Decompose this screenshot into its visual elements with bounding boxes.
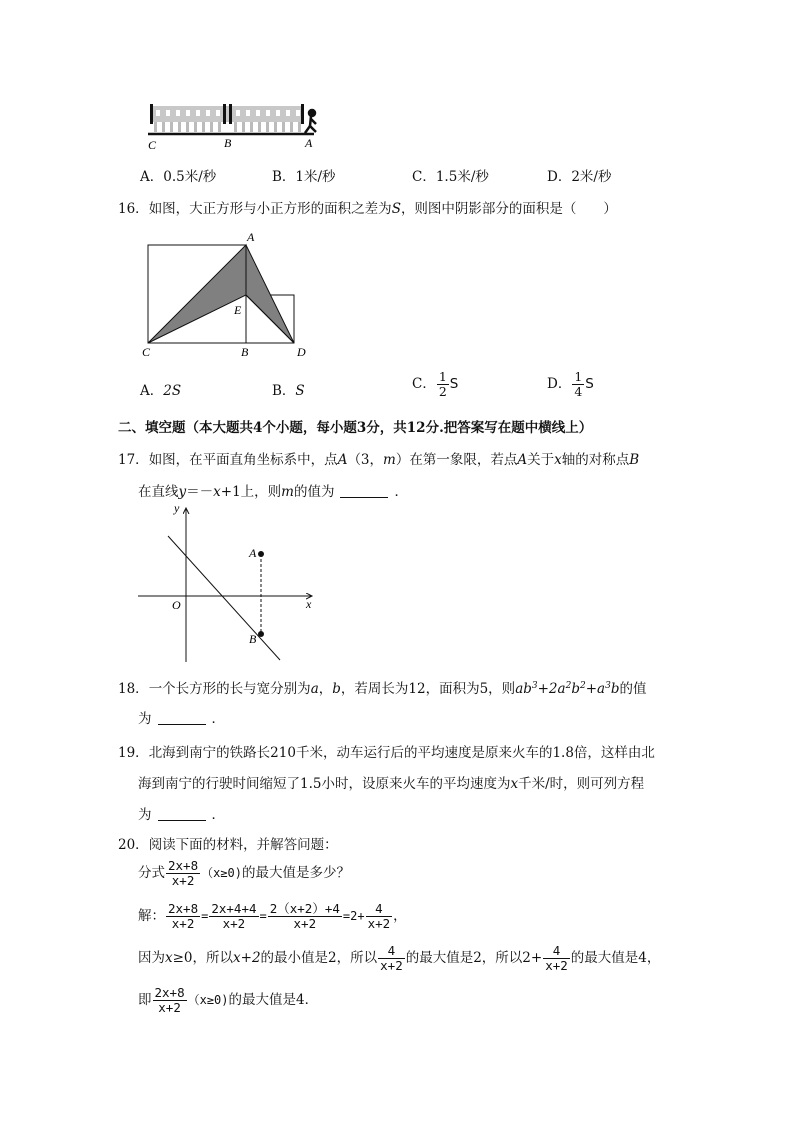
point-a-dot	[258, 551, 264, 557]
fraction-denominator: x+2	[171, 873, 195, 888]
q20-text: 解：	[138, 908, 165, 924]
fraction-numerator: 2x+8	[168, 901, 199, 916]
q16-squares-figure	[138, 228, 318, 363]
fraction-denominator: x+2	[293, 916, 317, 931]
fraction-numerator: 4	[378, 944, 405, 959]
q18-line1	[118, 677, 646, 697]
bridge-girder	[150, 106, 304, 122]
q18-text: 一个长方形的长与宽分别为	[148, 681, 311, 697]
fraction-numerator: 2x+8	[154, 985, 185, 1000]
fraction-denominator: x+2	[222, 916, 246, 931]
q19-text: 海到南宁的行驶时间缩短了1.5小时，设原来火车的平均速度为	[138, 776, 511, 792]
option-key: C．	[412, 376, 436, 392]
q15-label-b: B	[224, 136, 232, 150]
q15-option-a[interactable]	[140, 165, 216, 185]
option-key: A．	[140, 383, 164, 399]
q16-label-e: E	[234, 303, 242, 317]
q20-solution	[138, 902, 407, 931]
q17-text: 关于	[527, 452, 555, 468]
option-suffix: S	[449, 376, 459, 392]
q16-label-c: C	[142, 345, 151, 359]
q17-eq: +1上，则	[220, 484, 282, 500]
option-text: 2S	[163, 383, 182, 399]
q19-text: 为	[138, 807, 152, 823]
q20-text: 因为	[138, 950, 165, 966]
q20-text: 的最大值是多少？	[242, 865, 351, 881]
q19-line2	[138, 772, 644, 792]
shaded-triangle-right	[246, 245, 294, 343]
q17-point-b: B	[629, 452, 640, 468]
q19-number: 19．	[118, 745, 149, 761]
q19-period: ．	[211, 807, 225, 823]
q16-option-b[interactable]	[272, 379, 305, 399]
q20-number: 20．	[118, 837, 149, 853]
q20-fraction	[153, 986, 187, 1015]
fraction-denominator: x+2	[158, 1000, 181, 1015]
q15-option-d[interactable]	[547, 165, 611, 185]
q18-comma: ，	[318, 681, 333, 697]
option-key: B．	[272, 169, 296, 185]
q16-stem-a: 如图，大正方形与小正方形的面积之差为	[148, 201, 392, 217]
fraction-denominator: 4	[574, 384, 583, 399]
q20-text: 的最小值是2，所以	[260, 950, 378, 966]
bridge-end-left	[150, 104, 153, 124]
q20-fraction	[268, 902, 342, 931]
q20-text: ≥0，所以	[172, 950, 234, 966]
q19-line1	[118, 741, 655, 761]
q17-eq: ＝－	[186, 484, 214, 500]
q20-text: 分式	[138, 865, 165, 881]
q17-period: ．	[394, 484, 408, 500]
q20-eq: =2+	[342, 909, 365, 923]
q17-text: 如图，在平面直角坐标系中，点	[148, 452, 338, 468]
q20-text: 的最大值是4，	[570, 950, 661, 966]
q17-coordinate-figure	[130, 500, 330, 670]
q17-number: 17．	[118, 452, 149, 468]
q20-eq: =	[201, 909, 209, 923]
q17-label-o: O	[172, 598, 181, 612]
q20-fraction	[543, 944, 570, 973]
q16-stem-var: S	[391, 201, 401, 217]
fraction-denominator: 2	[438, 384, 447, 399]
option-key: D．	[547, 376, 572, 392]
q19-text: 北海到南宁的铁路长210千米，动车运行后的平均速度是原来火车的1.8倍，这样由北	[148, 745, 655, 761]
q20-conclusion	[138, 986, 318, 1015]
option-text: 2米/秒	[571, 169, 612, 185]
q17-point-a: A	[517, 452, 528, 468]
q18-answer-blank[interactable]	[158, 712, 206, 725]
q20-question	[138, 859, 350, 888]
q19-text: 千米/时，则可列方程	[518, 776, 645, 792]
bridge-teeth	[154, 122, 301, 132]
fraction-denominator: x+2	[171, 916, 195, 931]
fraction-numerator: 1	[438, 369, 447, 384]
fraction-numerator: 4	[543, 944, 570, 959]
bridge-pillar-1	[223, 104, 226, 124]
point-b-dot	[258, 631, 264, 637]
q15-label-a: A	[305, 136, 313, 150]
q20-text: 即	[138, 992, 152, 1008]
fraction-numerator: 4	[366, 902, 393, 917]
fraction-denominator: x+2	[545, 958, 568, 973]
q20-fraction	[166, 902, 200, 931]
q18-line2	[138, 707, 225, 727]
q19-var-x: x	[510, 776, 519, 792]
q18-var-b: b	[332, 681, 341, 697]
walker-icon	[305, 110, 316, 133]
q18-expression: $ab^3+2a^2b^2+a^3b$	[515, 681, 620, 697]
option-text: 0.5米/秒	[163, 169, 217, 185]
q16-label-d: D	[297, 345, 306, 359]
q17-answer-blank[interactable]	[340, 485, 388, 498]
q16-option-d[interactable]	[547, 370, 594, 399]
q18-period: ．	[211, 711, 225, 727]
q19-answer-blank[interactable]	[158, 808, 206, 821]
option-text: S	[295, 383, 305, 399]
q20-text: ，	[393, 908, 407, 924]
q17-var-y: y	[178, 484, 187, 500]
q18-number: 18．	[118, 681, 149, 697]
q17-text: 轴的对称点	[561, 452, 630, 468]
option-key: A．	[140, 169, 164, 185]
q17-text: 的值为	[293, 484, 335, 500]
q16-number: 16．	[118, 201, 149, 217]
q20-text: 的最大值是2，所以2+	[405, 950, 543, 966]
q18-text: 为	[138, 711, 152, 727]
q20-text: 阅读下面的材料，并解答问题：	[148, 837, 338, 853]
q17-var-m: m	[281, 484, 294, 500]
q16-option-c[interactable]	[412, 370, 458, 399]
q17-line1	[118, 448, 639, 468]
q18-var-a: a	[310, 681, 319, 697]
option-key: B．	[272, 383, 296, 399]
q17-var-m: m	[383, 452, 396, 468]
q20-text: 的最大值是4．	[228, 992, 319, 1008]
q16-label-a: A	[247, 230, 255, 244]
q20-var-x: x	[165, 950, 173, 966]
q20-eq: =	[259, 909, 267, 923]
q17-label-a: A	[249, 546, 257, 560]
fraction-numerator: 2x+4+4	[211, 901, 257, 916]
shaded-triangle-left	[148, 245, 246, 343]
q17-point-a: A	[337, 452, 348, 468]
option-text: 1米/秒	[295, 169, 336, 185]
option-key: C．	[412, 169, 436, 185]
q18-text: ，若周长为12，面积为5，则	[340, 681, 516, 697]
fraction-numerator: 2（x+2）+4	[269, 901, 340, 916]
q17-var-x: x	[554, 452, 562, 468]
q20-fraction	[366, 902, 393, 931]
q18-text: 的值	[619, 681, 647, 697]
q15-option-c[interactable]	[412, 165, 489, 185]
q20-condition: （x≥0)	[187, 993, 229, 1007]
q17-label-b: B	[249, 632, 257, 646]
q16-stem	[118, 197, 617, 217]
q17-text: ）在第一象限，若点	[395, 452, 518, 468]
q16-option-a[interactable]	[140, 379, 181, 399]
q17-line2	[138, 480, 408, 500]
q17-var-x: x	[213, 484, 221, 500]
option-fraction	[572, 370, 584, 399]
option-fraction	[437, 370, 449, 399]
q20-because	[138, 944, 660, 973]
bridge-pillar-2	[229, 104, 232, 124]
bridge-end-right	[301, 104, 304, 124]
section-title: 二、填空题（本大题共4个小题，每小题3分，共12分.把答案写在题中横线上）	[118, 420, 593, 436]
q16-label-b: B	[241, 345, 249, 359]
option-suffix: S	[585, 376, 594, 392]
q17-label-y: y	[174, 501, 180, 515]
q20-intro	[118, 833, 338, 853]
q20-condition: （x≥0)	[201, 866, 243, 880]
q15-bridge-figure	[140, 100, 330, 152]
q20-fraction	[209, 902, 258, 931]
fraction-numerator: 2x+8	[168, 858, 199, 873]
q17-label-x: x	[306, 597, 312, 611]
fraction-denominator: x+2	[380, 958, 403, 973]
option-key: D．	[547, 169, 572, 185]
q17-text: 在直线	[138, 484, 179, 500]
q16-stem-b: ，则图中阴影部分的面积是（ ）	[400, 201, 617, 217]
q15-label-c: C	[148, 138, 157, 152]
fraction-denominator: x+2	[367, 916, 391, 931]
fraction-numerator: 1	[574, 369, 583, 384]
q17-coords: （3，	[347, 452, 384, 468]
q20-fraction	[166, 859, 200, 888]
option-text: 1.5米/秒	[435, 169, 489, 185]
q20-expr: x+2	[233, 950, 261, 966]
q20-fraction	[378, 944, 405, 973]
q19-line3	[138, 803, 225, 823]
q15-option-b[interactable]	[272, 165, 336, 185]
